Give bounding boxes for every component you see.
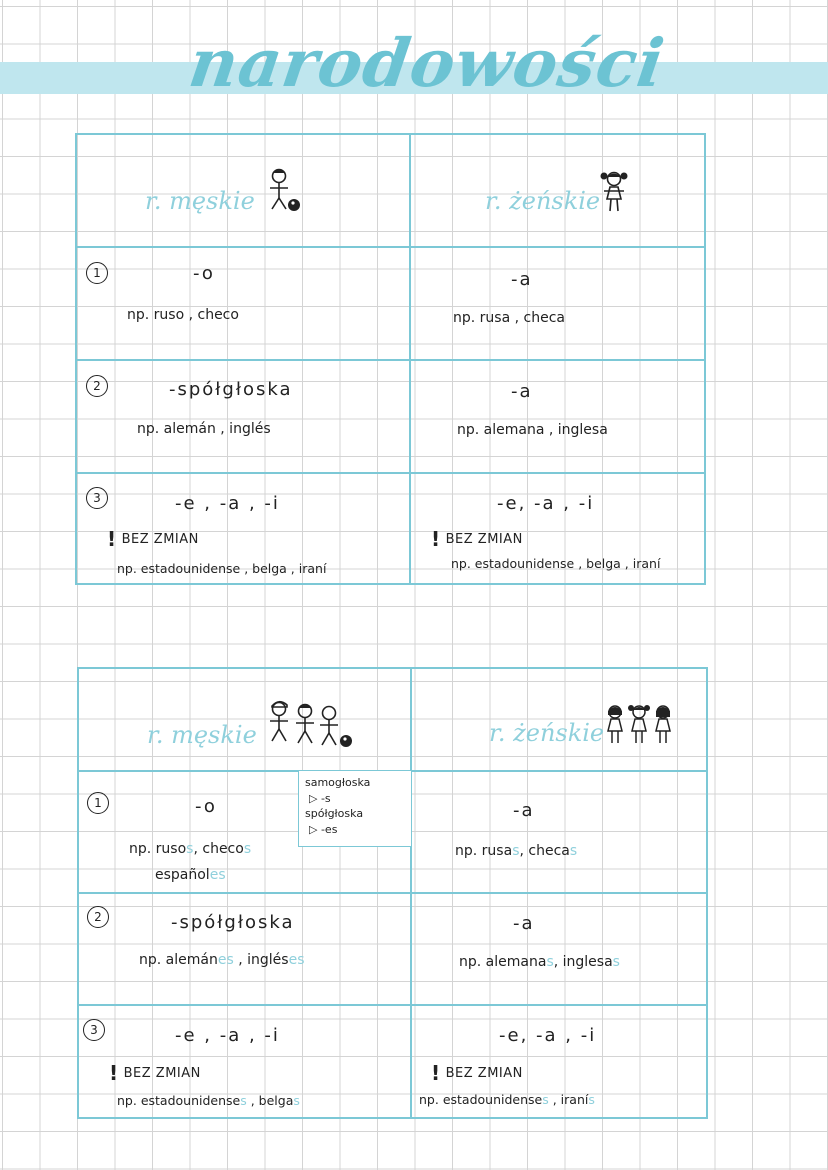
row-number: 2 — [86, 375, 108, 397]
fem-suffix: -a — [511, 381, 533, 402]
row-divider — [79, 1004, 706, 1006]
exclamation-icon: ! — [431, 1061, 441, 1085]
masc-warning: ! BEZ ZMIAN — [109, 1061, 201, 1085]
row-number: 3 — [86, 487, 108, 509]
note-line: samogłoska — [305, 776, 371, 789]
singular-table — [75, 133, 706, 585]
note-line: ▷ -s — [309, 791, 331, 805]
row-number: 1 — [86, 262, 108, 284]
row-divider — [77, 246, 704, 248]
header-feminine: r. żeńskie — [485, 187, 601, 215]
girl-icon — [596, 169, 632, 215]
boy-with-ball-icon — [267, 167, 303, 217]
masc-suffix: -e , -a , -i — [175, 1025, 280, 1046]
fem-warning: ! BEZ ZMIAN — [431, 527, 523, 551]
masc-warning: ! BEZ ZMIAN — [107, 527, 199, 551]
page-title: narodowości — [184, 24, 670, 102]
row-number: 1 — [87, 792, 109, 814]
masc-suffix: -o — [195, 796, 217, 817]
fem-suffix: -e, -a , -i — [497, 493, 595, 514]
row-number: 3 — [83, 1019, 105, 1041]
masc-suffix: -spółgłoska — [171, 912, 295, 933]
fem-example: np. estadounidense , belga , iraní — [451, 556, 661, 571]
row-divider — [79, 892, 706, 894]
girls-group-icon — [603, 701, 675, 749]
fem-suffix: -a — [511, 269, 533, 290]
header-feminine: r. żeńskie — [489, 719, 605, 747]
note-line: spółgłoska — [305, 807, 364, 820]
exclamation-icon: ! — [431, 527, 441, 551]
fem-suffix: -a — [513, 800, 535, 821]
fem-example: np. estadounidenses , iranís — [419, 1092, 595, 1107]
fem-suffix: -e, -a , -i — [499, 1025, 597, 1046]
masc-example: np. alemánes , ingléses — [139, 952, 305, 968]
masc-example: np. estadounidenses , belgas — [117, 1093, 300, 1108]
header-masculine: r. męskie — [147, 721, 257, 749]
note-line: ▷ -es — [309, 822, 338, 836]
exclamation-icon: ! — [109, 1061, 119, 1085]
ending-rule-note — [298, 770, 412, 847]
fem-warning: ! BEZ ZMIAN — [431, 1061, 523, 1085]
masc-example-extra: españoles — [155, 867, 226, 883]
fem-example: np. alemana , inglesa — [457, 422, 608, 438]
masc-example: np. ruso , checo — [127, 307, 239, 323]
masc-suffix: -o — [193, 263, 215, 284]
masc-suffix: -e , -a , -i — [175, 493, 280, 514]
row-number: 2 — [87, 906, 109, 928]
fem-example: np. rusas, checas — [455, 843, 578, 859]
fem-example: np. rusa , checa — [453, 310, 565, 326]
masc-suffix: -spółgłoska — [169, 379, 293, 400]
masc-example: np. estadounidense , belga , iraní — [117, 561, 327, 576]
exclamation-icon: ! — [107, 527, 117, 551]
fem-example: np. alemanas, inglesas — [459, 954, 620, 970]
boys-group-icon — [267, 697, 355, 749]
row-divider — [77, 472, 704, 474]
masc-example: np. alemán , inglés — [137, 421, 271, 437]
fem-suffix: -a — [513, 913, 535, 934]
plural-table — [77, 667, 708, 1119]
header-masculine: r. męskie — [145, 187, 255, 215]
masc-example: np. rusos, checos — [129, 841, 252, 857]
row-divider — [77, 359, 704, 361]
